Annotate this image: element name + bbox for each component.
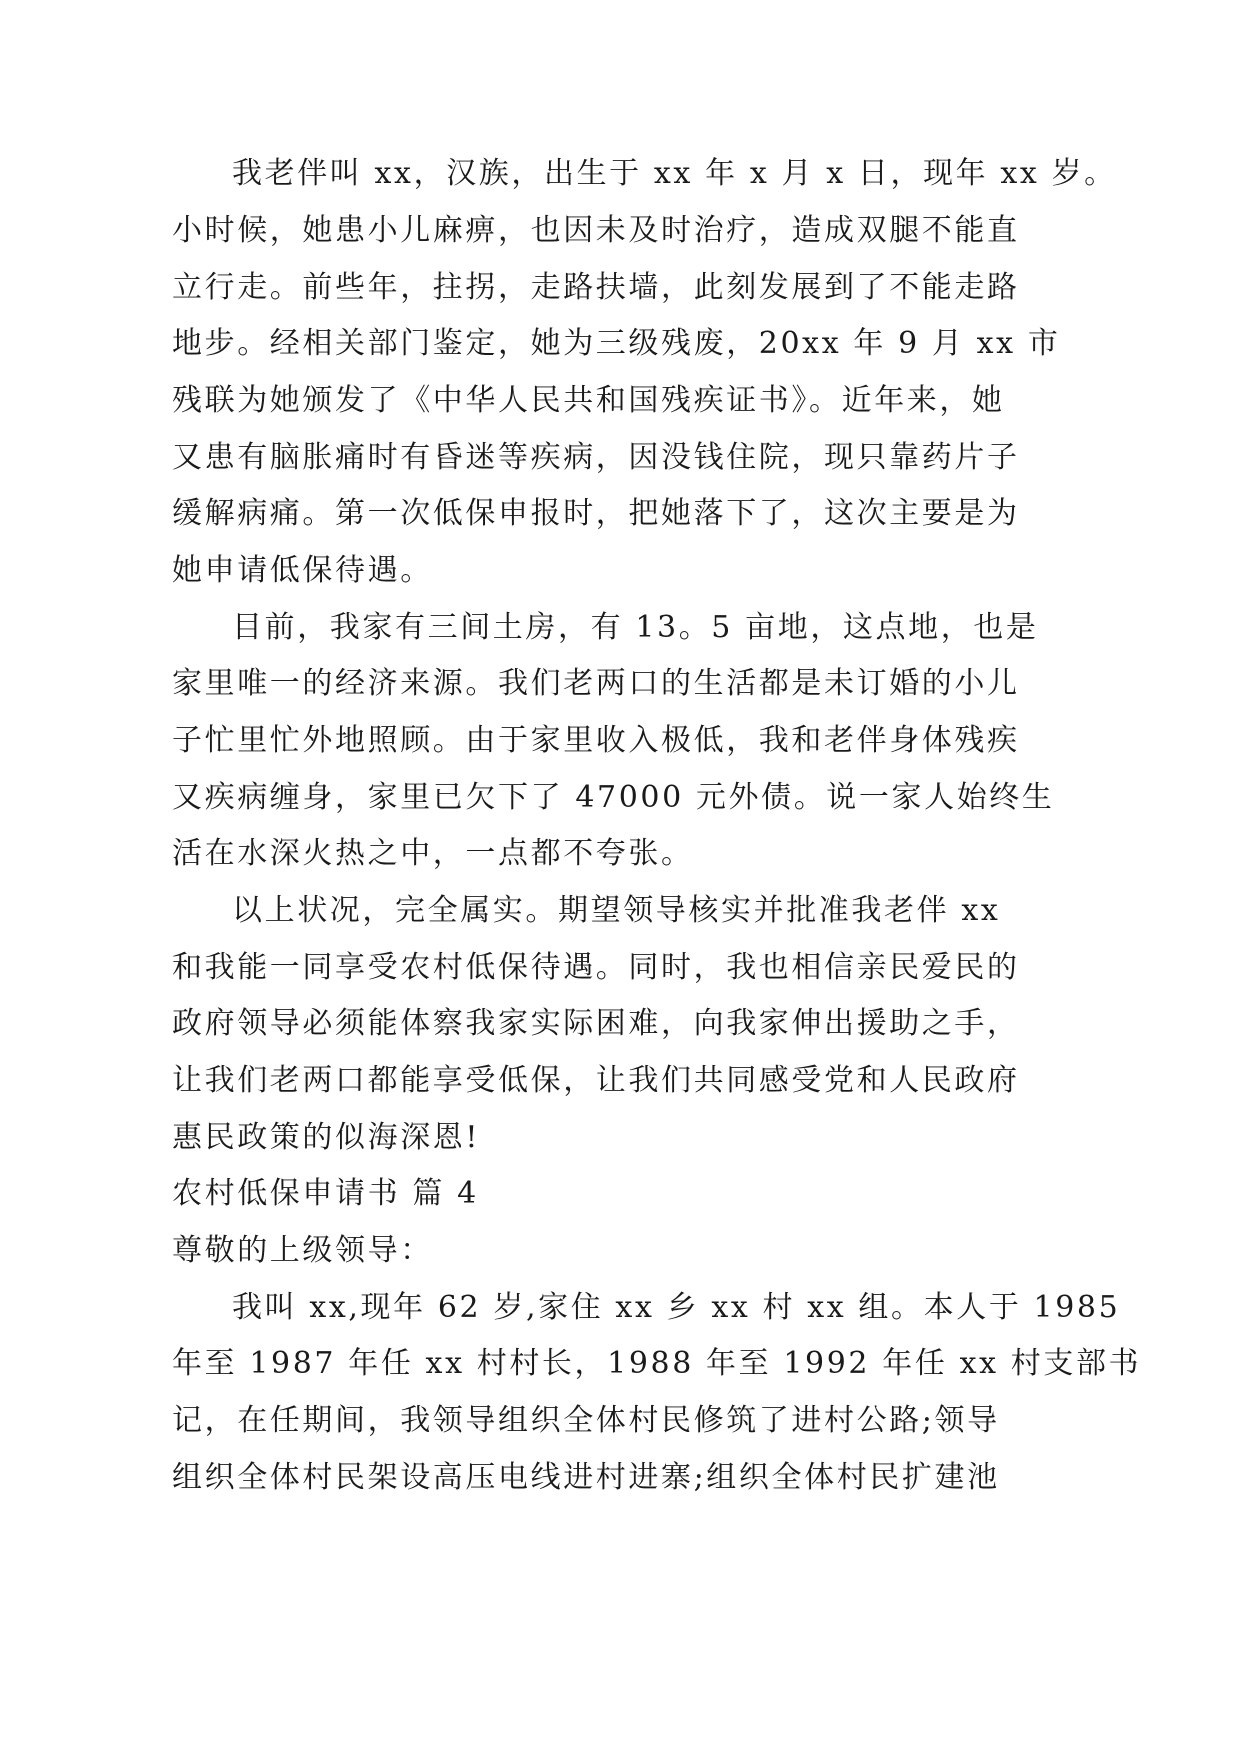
- text-line: 目前，我家有三间土房，有 13。5 亩地，这点地，也是: [232, 610, 1039, 645]
- text-line: 我叫 xx,现年 62 岁,家住 xx 乡 xx 村 xx 组。本人于 1985: [232, 1290, 1121, 1325]
- text-line: 地步。经相关部门鉴定，她为三级残废，20xx 年 9 月 xx 市: [172, 326, 1061, 361]
- text-line: 让我们老两口都能享受低保，让我们共同感受党和人民政府: [172, 1063, 1020, 1098]
- salutation: 尊敬的上级领导：: [172, 1233, 433, 1268]
- text-line: 我老伴叫 xx，汉族，出生于 xx 年 x 月 x 日，现年 xx 岁。: [232, 156, 1117, 191]
- text-line: 立行走。前些年，拄拐，走路扶墙，此刻发展到了不能走路: [172, 270, 1020, 305]
- text-line: 缓解病痛。第一次低保申报时，把她落下了，这次主要是为: [172, 496, 1020, 531]
- text-line: 残联为她颁发了《中华人民共和国残疾证书》。近年来，她: [172, 383, 1005, 418]
- text-line: 家里唯一的经济来源。我们老两口的生活都是未订婚的小儿: [172, 666, 1020, 701]
- text-line: 政府领导必须能体察我家实际困难，向我家伸出援助之手，: [172, 1006, 1020, 1041]
- text-line: 惠民政策的似海深恩!: [172, 1120, 481, 1155]
- text-line: 小时候，她患小儿麻痹，也因未及时治疗，造成双腿不能直: [172, 213, 1020, 248]
- text-line: 年至 1987 年任 xx 村村长，1988 年至 1992 年任 xx 村支部书: [172, 1346, 1142, 1381]
- text-line: 她申请低保待遇。: [172, 553, 433, 588]
- text-line: 组织全体村民架设高压电线进村进寨;组织全体村民扩建池: [172, 1460, 1000, 1495]
- text-line: 记，在任期间，我领导组织全体村民修筑了进村公路;领导: [172, 1403, 1000, 1438]
- text-line: 又患有脑胀痛时有昏迷等疾病，因没钱住院，现只靠药片子: [172, 440, 1020, 475]
- section-heading: 农村低保申请书 篇 4: [172, 1176, 479, 1211]
- text-line: 和我能一同享受农村低保待遇。同时，我也相信亲民爱民的: [172, 950, 1020, 985]
- text-line: 又疾病缠身，家里已欠下了 47000 元外债。说一家人始终生: [172, 780, 1055, 815]
- text-line: 子忙里忙外地照顾。由于家里收入极低，我和老伴身体残疾: [172, 723, 1020, 758]
- text-line: 以上状况，完全属实。期望领导核实并批准我老伴 xx: [232, 893, 1001, 928]
- text-line: 活在水深火热之中，一点都不夸张。: [172, 836, 694, 871]
